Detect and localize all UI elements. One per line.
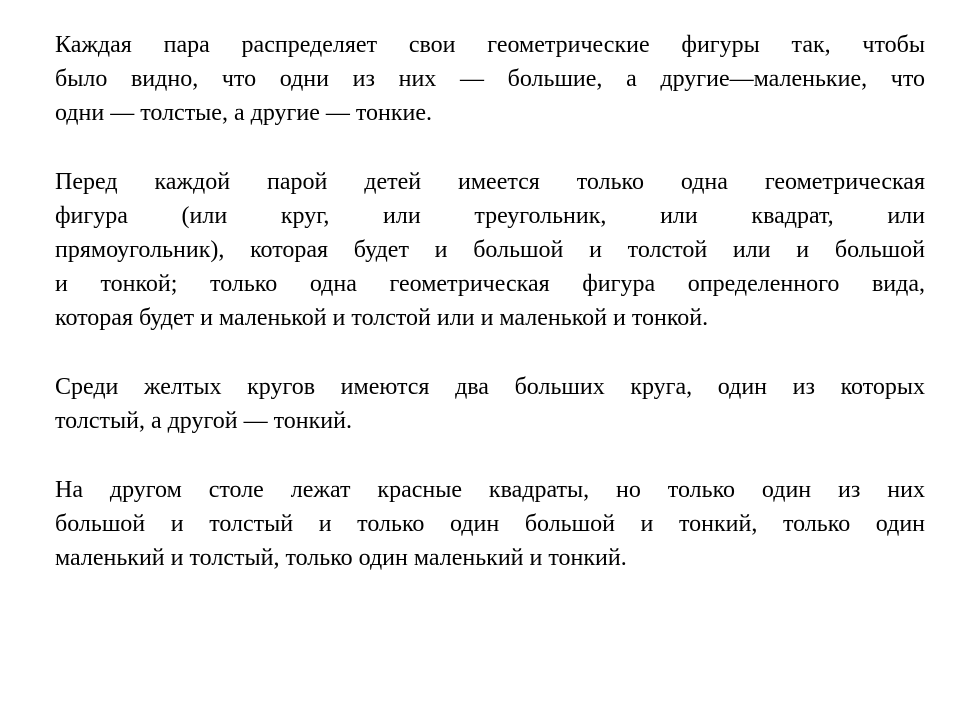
paragraph-line: маленький и толстый, только один маленький и тонкий. [55, 545, 627, 571]
paragraph-line: На другом столе лежат красные квадраты, но только один из них [55, 477, 925, 503]
paragraph-line: которая будет и маленькой и толстой или и маленькой и тонкой. [55, 305, 709, 331]
paragraph-4 [55, 473, 925, 575]
paragraph-line: толстый, а другой — тонкий. [55, 408, 352, 434]
paragraph-line: было видно, что одни из них — большие, а другие—маленькие, что [55, 66, 925, 92]
paragraph-line: фигура (или круг, или треугольник, или квадрат, или [55, 203, 925, 229]
paragraph-line: Перед каждой парой детей имеется только одна геометрическая [55, 169, 925, 195]
paragraph-1 [55, 28, 925, 130]
paragraph-line: большой и толстый и только один большой и тонкий, только один [55, 511, 925, 537]
slide-text-body [55, 28, 925, 610]
paragraph-3 [55, 370, 925, 438]
paragraph-line: и тонкой; только одна геометрическая фигура определенного вида, [55, 271, 925, 297]
paragraph-line: Среди желтых кругов имеются два больших круга, один из которых [55, 374, 925, 400]
paragraph-2 [55, 165, 925, 335]
paragraph-line: Каждая пара распределяет свои геометрические фигуры так, чтобы [55, 32, 925, 58]
paragraph-line: прямоугольник), которая будет и большой и толстой или и большой [55, 237, 925, 263]
paragraph-line: одни — толстые, а другие — тонкие. [55, 100, 433, 126]
